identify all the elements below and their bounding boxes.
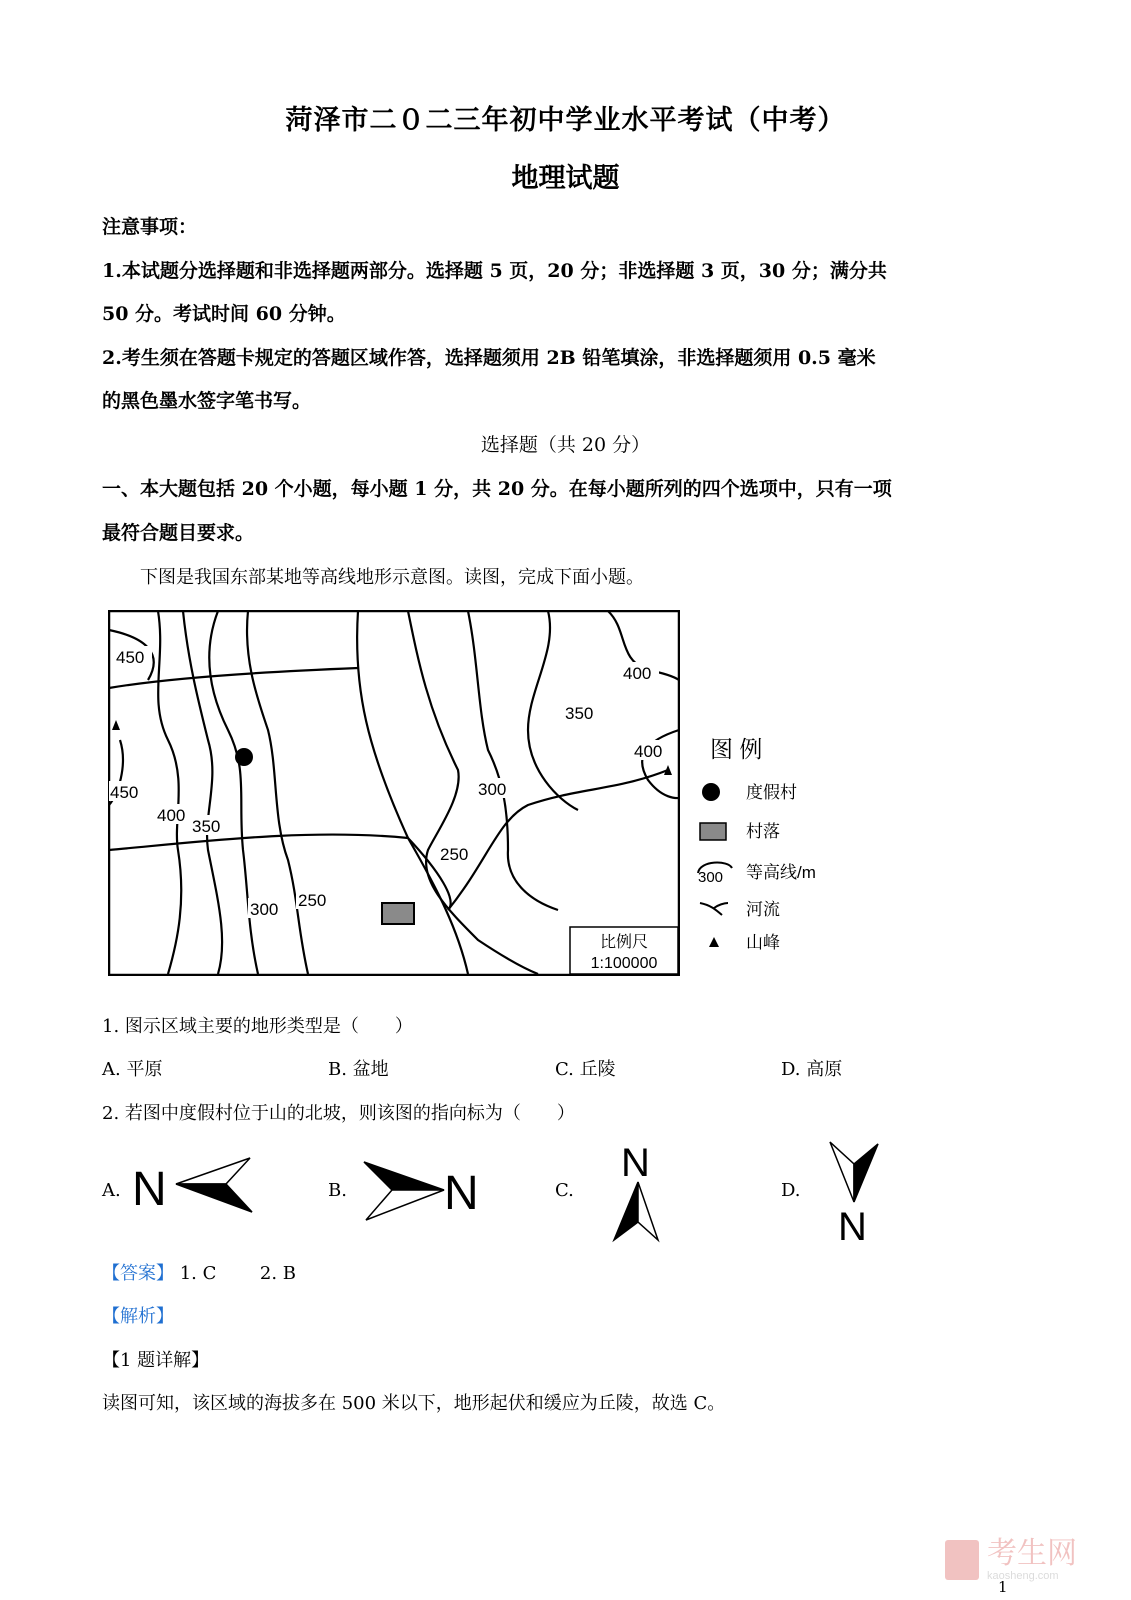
page-number: 1 — [998, 1578, 1008, 1596]
answer-line — [102, 1259, 296, 1285]
north-arrow-b — [362, 1156, 490, 1226]
notice-item2-line2: 的黑色墨水签字笔书写。 — [102, 390, 312, 412]
q1-option-d[interactable]: D. 高原 — [781, 1059, 843, 1080]
legend-item: 度假村 — [746, 783, 797, 802]
arrow-half-dark — [364, 1162, 444, 1190]
notice-item1-line1: 1.本试题分选择题和非选择题两部分。选择题 5 页，20 分；非选择题 3 页，30 分；满分共 — [102, 260, 887, 282]
legend-item: 村落 — [746, 822, 780, 841]
arrow-half-dark — [614, 1182, 638, 1240]
section-title: 选择题（共 20 分） — [480, 434, 651, 456]
answer-tag: 【答案】 — [102, 1263, 174, 1284]
river-south — [109, 835, 408, 850]
scale-value: 1:100000 — [590, 955, 658, 972]
q1-option-c[interactable]: C. 丘陵 — [555, 1059, 616, 1080]
scale-title: 比例尺 — [599, 934, 649, 951]
arrow-half-light — [638, 1182, 658, 1240]
contour-label: 350 — [565, 704, 594, 723]
north-arrow-a — [130, 1148, 260, 1222]
contour-map — [108, 610, 680, 976]
contour-label: 250 — [298, 891, 327, 910]
notice-item2-line1: 2.考生须在答题卡规定的答题区域作答，选择题须用 2B 铅笔填涂，非选择题须用 0.5 毫米 — [102, 347, 876, 369]
question-1-stem: 1. 图示区域主要的地形类型是（ ） — [102, 1016, 413, 1037]
section-instruction-line1: 一、本大题包括 20 个小题，每小题 1 分，共 20 分。在每小题所列的四个选项中，只有一项 — [102, 478, 892, 500]
north-arrow-c — [608, 1140, 668, 1244]
arrow-half-light — [830, 1142, 854, 1202]
exam-title: 菏泽市二０二三年初中学业水平考试（中考） — [285, 105, 846, 136]
legend-river-symbol — [700, 903, 728, 915]
legend-item: 等高线/m — [746, 863, 816, 882]
arrow-half-light — [176, 1158, 250, 1184]
village-marker — [382, 903, 414, 924]
q2-option-a[interactable]: A. — [102, 1180, 121, 1201]
question-2-stem: 2. 若图中度假村位于山的北坡，则该图的指向标为（ ） — [102, 1103, 575, 1124]
q2-option-d[interactable]: D. — [781, 1180, 801, 1201]
intro-text: 下图是我国东部某地等高线地形示意图。读图，完成下面小题。 — [140, 567, 644, 588]
north-letter: N — [621, 1141, 650, 1185]
watermark — [945, 1538, 1077, 1582]
contour-label: 300 — [478, 780, 507, 799]
detail-text: 读图可知，该区域的海拔多在 500 米以下，地形起伏和缓应为丘陵，故选 C。 — [102, 1393, 726, 1414]
contour-label: 400 — [157, 806, 186, 825]
contour-400-a — [158, 611, 181, 974]
contour-label: 450 — [116, 648, 145, 667]
north-arrow-d — [826, 1140, 886, 1244]
arrow-half-light — [366, 1190, 444, 1220]
exam-subtitle: 地理试题 — [511, 163, 620, 194]
legend-title: 图 例 — [710, 736, 763, 762]
watermark-en: kaosheng.com — [987, 1570, 1059, 1582]
answer-value-1: 1. C — [179, 1263, 217, 1284]
contour-label: 450 — [110, 783, 139, 802]
contour-350-a — [183, 611, 222, 974]
legend-contour-sample: 300 — [698, 869, 724, 886]
analysis-tag: 【解析】 — [102, 1306, 174, 1327]
legend-item: 河流 — [746, 900, 780, 919]
notice-item1-line2: 50 分。考试时间 60 分钟。 — [102, 303, 346, 325]
arrow-half-dark — [854, 1144, 878, 1202]
legend-resort-symbol — [702, 783, 720, 801]
watermark-logo-icon — [945, 1540, 979, 1580]
section-instruction-line2: 最符合题目要求。 — [102, 522, 255, 544]
resort-marker — [235, 748, 253, 766]
peak-west — [112, 720, 120, 730]
legend-peak-symbol — [709, 937, 719, 947]
legend-village-symbol — [700, 823, 726, 840]
river-north — [109, 668, 358, 688]
answer-value-2: 2. B — [259, 1263, 296, 1284]
q1-option-a[interactable]: A. 平原 — [102, 1059, 163, 1080]
contour-label: 250 — [440, 845, 469, 864]
q1-option-b[interactable]: B. 盆地 — [328, 1059, 389, 1080]
arrow-half-dark — [176, 1184, 252, 1212]
north-letter: N — [444, 1167, 479, 1220]
contour-label: 300 — [250, 900, 279, 919]
contour-label: 400 — [634, 742, 663, 761]
legend-item: 山峰 — [746, 933, 780, 952]
detail-heading: 【1 题详解】 — [102, 1350, 210, 1371]
q2-option-b[interactable]: B. — [328, 1180, 347, 1201]
north-letter: N — [132, 1163, 167, 1216]
notice-heading: 注意事项： — [102, 216, 198, 238]
contour-250-a — [247, 611, 308, 974]
contour-label: 350 — [192, 817, 221, 836]
contour-label: 400 — [623, 664, 652, 683]
q2-option-c[interactable]: C. — [555, 1180, 574, 1201]
contour-300-east — [468, 611, 558, 910]
north-letter: N — [838, 1205, 867, 1244]
watermark-cn: 考生网 — [987, 1537, 1077, 1570]
map-legend — [690, 725, 850, 965]
contour-250-east — [408, 611, 538, 974]
